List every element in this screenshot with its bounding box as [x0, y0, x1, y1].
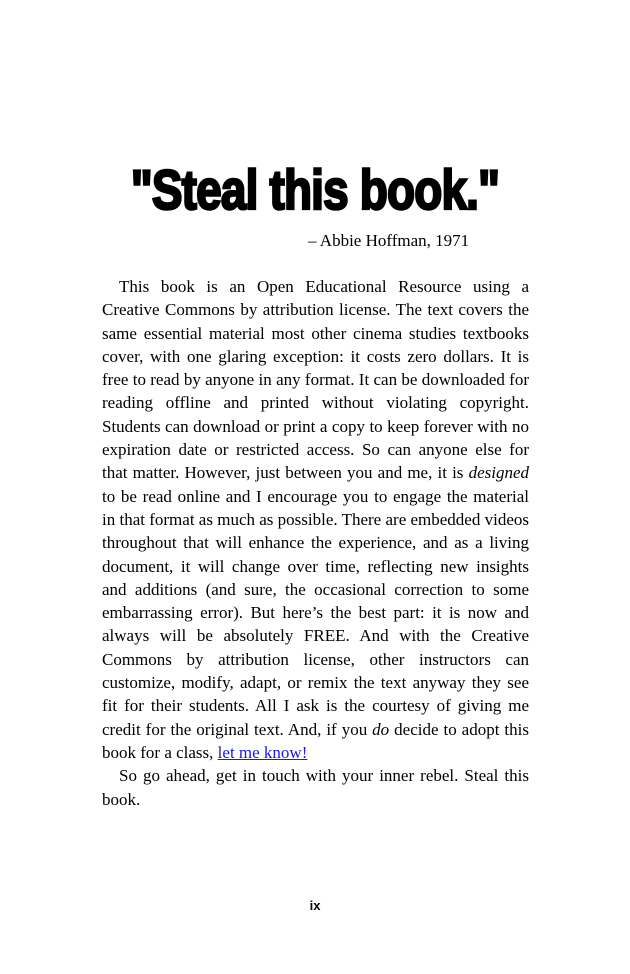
body-text	[102, 275, 529, 811]
paragraph-1-text-b: to be read online and I encourage you to engage the material in that format as much as possible. There are embedded videos throughout that will enhance the experience, and as a living document, it will change over time, reflecting new insights and additions (and sure, the occasional correction to some embarrassing error). But here’s the best part: it is now and always will be absolutely FREE. And with the Creative Commons by attribution license, other instructors can customize, modify, adapt, or remix the text anyway they see fit for their students. All I ask is the courtesy of giving me credit for the original text. And, if you	[102, 486, 529, 739]
emphasis-designed: designed	[468, 463, 529, 483]
paragraph-2: So go ahead, get in touch with your inner rebel. Steal this book.	[102, 766, 529, 809]
emphasis-do: do	[372, 719, 390, 739]
page-title: "Steal this book."	[130, 157, 500, 221]
quote-attribution: – Abbie Hoffman, 1971	[308, 231, 470, 250]
page-number: ix	[309, 898, 321, 913]
paragraph-1-text-a: This book is an Open Educational Resource using a Creative Commons by attribution license. The text covers the same essential material most other cinema studies textbooks cover, with one glaring exception: it costs zero dollars. It is free to read by anyone in any format. It can be downloaded for reading offline and printed without violating copyright. Students can download or print a copy to keep forever with no expiration date or restricted access. So can anyone else for that matter. However, just between you and me, it is	[102, 277, 529, 483]
paragraph-1-text-c: decide to adopt this book for a class,	[102, 719, 529, 762]
let-me-know-link[interactable]: let me know!	[217, 742, 308, 762]
paragraph-1	[102, 275, 529, 764]
